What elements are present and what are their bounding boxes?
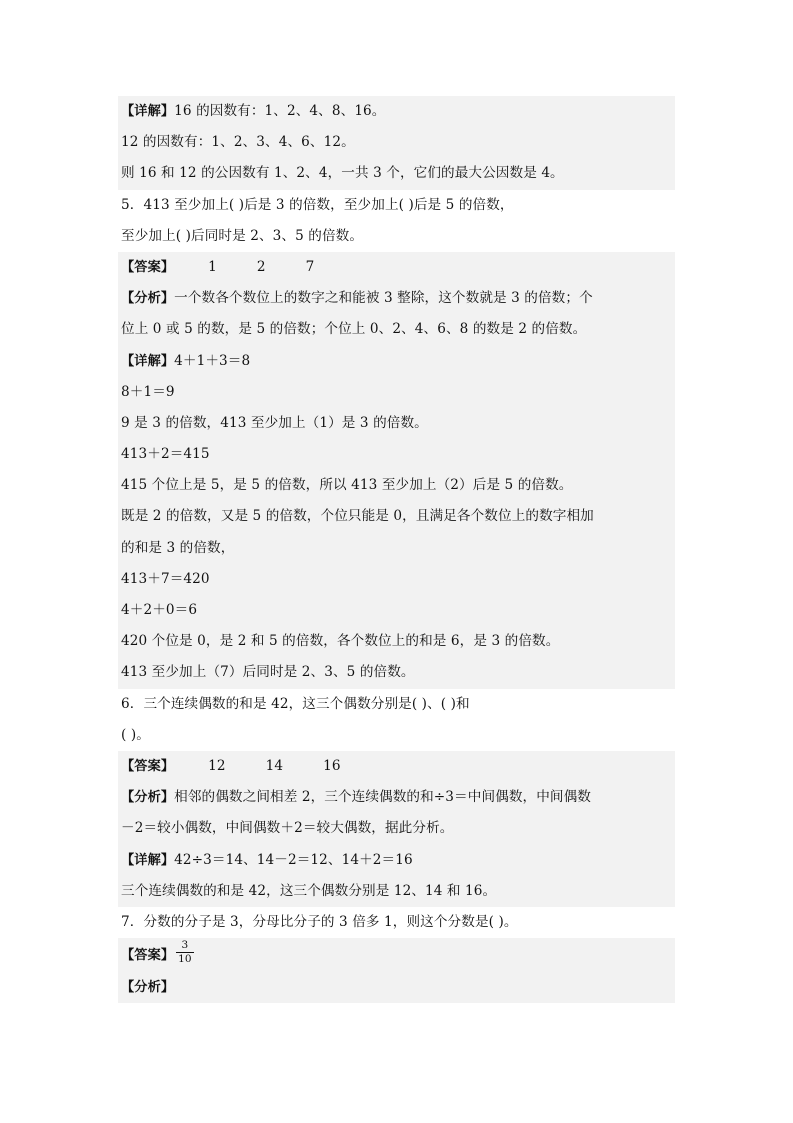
answer-value: 14	[265, 757, 284, 774]
answer-label: 【答案】	[121, 948, 175, 964]
question-5-line-1: 5．413 至少加上( )后是 3 的倍数，至少加上( )后是 5 的倍数，	[118, 190, 675, 221]
detail-line: 三个连续偶数的和是 42，这三个偶数分别是 12、14 和 16。	[118, 876, 675, 907]
answer-line	[118, 938, 675, 972]
detail-line: 【详解】4＋1＋3＝8	[118, 346, 675, 377]
answer-value: 12	[208, 757, 226, 774]
detail-line: 【详解】42÷3＝14、14－2＝12、14＋2＝16	[118, 845, 675, 876]
question-6-line-2: ( )。	[118, 720, 675, 751]
answer-value: 7	[305, 258, 315, 275]
answer-line	[118, 751, 675, 782]
analysis-line: －2＝较小偶数，中间偶数＋2＝较大偶数，据此分析。	[118, 813, 675, 844]
detail-line: 415 个位上是 5，是 5 的倍数，所以 413 至少加上（2）后是 5 的倍数。	[118, 470, 675, 501]
detail-line: 413＋2＝415	[118, 439, 675, 470]
answer-label: 【答案】	[121, 259, 175, 275]
detail-line: 【详解】16 的因数有：1、2、4、8、16。	[118, 96, 675, 127]
detail-line: 4＋2＋0＝6	[118, 595, 675, 626]
answer-fraction	[176, 940, 194, 965]
analysis-line: 【分析】相邻的偶数之间相差 2，三个连续偶数的和÷3＝中间偶数，中间偶数	[118, 782, 675, 813]
fraction-numerator: 3	[181, 939, 189, 952]
detail-line: 420 个位是 0，是 2 和 5 的倍数，各个数位上的和是 6，是 3 的倍数。	[118, 626, 675, 657]
question-5-line-2: 至少加上( )后同时是 2、3、5 的倍数。	[118, 221, 675, 252]
analysis-line: 【分析】一个数各个数位上的数字之和能被 3 整除，这个数就是 3 的倍数；个	[118, 283, 675, 314]
answer-value: 16	[323, 757, 341, 774]
answer-value: 2	[256, 258, 266, 275]
fraction-denominator: 10	[178, 953, 192, 966]
detail-line: 413 至少加上（7）后同时是 2、3、5 的倍数。	[118, 657, 675, 688]
detail-line: 413＋7＝420	[118, 564, 675, 595]
analysis-line	[118, 972, 675, 1003]
detail-line: 9 是 3 的倍数，413 至少加上（1）是 3 的倍数。	[118, 408, 675, 439]
question-7-line: 7．分数的分子是 3，分母比分子的 3 倍多 1，则这个分数是( )。	[118, 907, 675, 938]
detail-line: 的和是 3 的倍数，	[118, 533, 675, 564]
detail-line: 8＋1＝9	[118, 377, 675, 408]
answer-line	[118, 252, 675, 283]
answer-label: 【答案】	[121, 758, 175, 774]
detail-line: 既是 2 的倍数，又是 5 的倍数，个位只能是 0，且满足各个数位上的数字相加	[118, 501, 675, 532]
question-6-line-1: 6．三个连续偶数的和是 42，这三个偶数分别是( )、( )和	[118, 689, 675, 720]
analysis-line: 位上 0 或 5 的数，是 5 的倍数；个位上 0、2、4、6、8 的数是 2 的倍数。	[118, 314, 675, 345]
detail-line: 则 16 和 12 的公因数有 1、2、4，一共 3 个，它们的最大公因数是 4。	[118, 158, 675, 189]
detail-line: 12 的因数有：1、2、3、4、6、12。	[118, 127, 675, 158]
answer-value: 1	[208, 258, 217, 275]
analysis-label: 【分析】	[121, 980, 175, 996]
document-body	[118, 96, 675, 1003]
